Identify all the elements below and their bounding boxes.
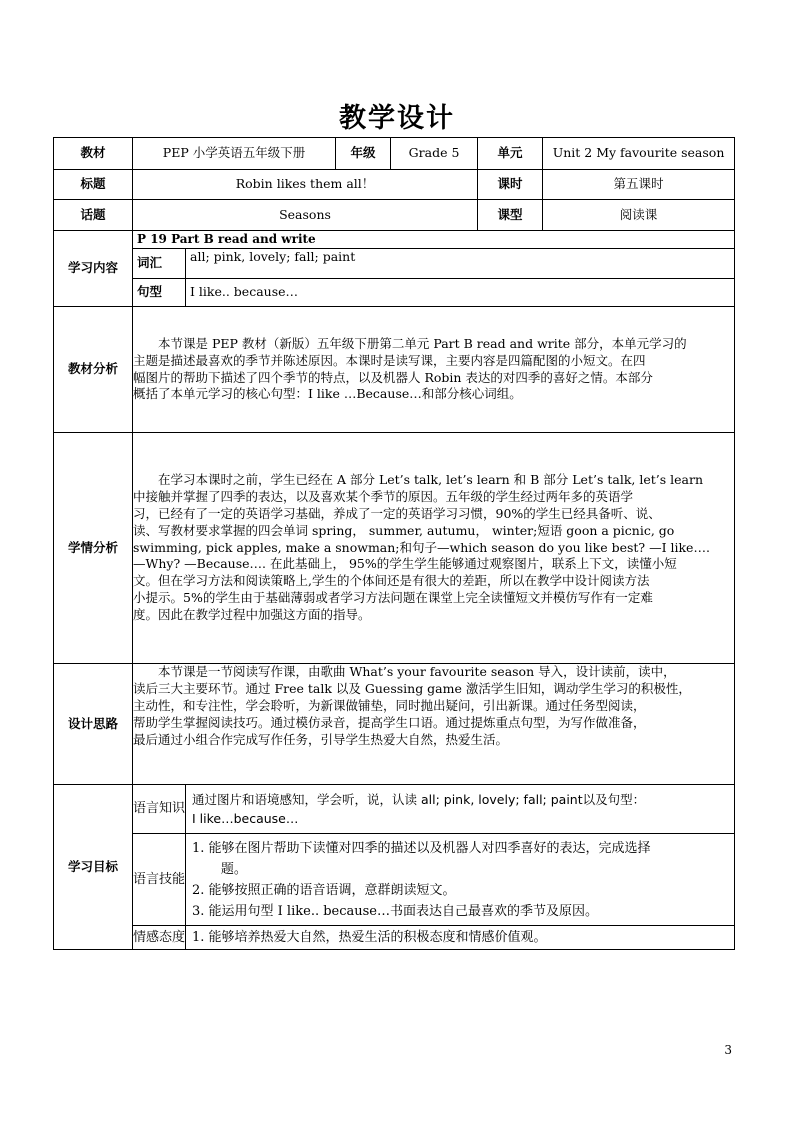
cihui-value: all; pink, lovely; fall; paint: [186, 249, 735, 279]
analysis-label: 教材分析: [54, 307, 133, 433]
knowledge-text: 通过图片和语境感知，学会听，说，认读 all; pink, lovely; fall; paint以及句型： I like…because…: [186, 785, 735, 834]
keshi-label: 课时: [478, 170, 543, 200]
keshi-value: 第五课时: [543, 170, 735, 200]
document-title: 教学设计: [339, 103, 455, 134]
skill-item: 2. 能够按照正确的语音语调，意群朗读短文。: [192, 882, 456, 898]
skills-label: 语言技能: [133, 834, 186, 926]
jiaocai-label: 教材: [54, 138, 133, 170]
danyuan-value: Unit 2 My favourite season: [543, 138, 735, 170]
biaoti-value: Robin likes them all！: [133, 170, 478, 200]
skill-item: 3. 能运用句型 I like.. because…书面表达自己最喜欢的季节及原因。: [192, 903, 599, 919]
skill-item: 题。: [192, 861, 247, 877]
juxing-value: I like.. because…: [186, 279, 735, 307]
huati-label: 话题: [54, 200, 133, 231]
juxing-label: 句型: [133, 279, 186, 307]
content-label: 学习内容: [54, 231, 133, 307]
goals-label: 学习目标: [54, 785, 133, 950]
content-part: P 19 Part B read and write: [133, 231, 735, 249]
kexing-value: 阅读课: [543, 200, 735, 231]
page-number: 3: [724, 1043, 732, 1057]
skills-list: [186, 834, 735, 926]
students-label: 学情分析: [54, 433, 133, 664]
attitude-label: 情感态度: [133, 926, 186, 950]
analysis-text: 本节课是 PEP 教材（新版）五年级下册第二单元 Part B read and write 部分，本单元学习的 主题是描述最喜欢的季节并陈述原因。本课时是读写课，主要内容是四篇配图的小短文。在四 幅图片的帮助下描述了四个季节的特点，以及机器人 Robin 表达的对四季的喜好之情。本部分 概括了本单元学习的核心句型：I like …Because…和部分核心词组。: [133, 307, 735, 433]
skill-item: 1. 能够在图片帮助下读懂对四季的描述以及机器人对四季喜好的表达，完成选择: [192, 840, 651, 856]
danyuan-label: 单元: [478, 138, 543, 170]
design-label: 设计思路: [54, 664, 133, 785]
jiaocai-value: PEP 小学英语五年级下册: [133, 138, 336, 170]
lesson-plan-table: [53, 137, 735, 950]
biaoti-label: 标题: [54, 170, 133, 200]
knowledge-label: 语言知识: [133, 785, 186, 834]
cihui-label: 词汇: [133, 249, 186, 279]
design-text: 本节课是一节阅读写作课，由歌曲 What’s your favourite season 导入，设计读前，读中， 读后三大主要环节。通过 Free talk 以及 Guessing game 激活学生旧知，调动学生学习的积极性， 主动性，和专注性，学会聆听，为新课做铺垫，同时抛出疑问，引出新课。通过任务型阅读， 帮助学生掌握阅读技巧。通过模仿录音，提高学生口语。通过提炼重点句型，为写作做准备， 最后通过小组合作完成写作任务，引导学生热爱大自然，热爱生活。: [133, 664, 735, 785]
huati-value: Seasons: [133, 200, 478, 231]
nianji-value: Grade 5: [391, 138, 478, 170]
kexing-label: 课型: [478, 200, 543, 231]
students-text: 在学习本课时之前，学生已经在 A 部分 Let’s talk, let’s learn 和 B 部分 Let’s talk, let’s learn 中接触并掌握了四季的表达，以及喜欢某个季节的原因。五年级的学生经过两年多的英语学 习，已经有了一定的英语学习基础，养成了一定的英语学习习惯，90%的学生已经具备听、说、 读、写教材要求掌握的四会单词 spring， summer, autumu， winter;短语 goon a picnic, go swimming, pick apples, make a snowman;和句子—which season do you like best? —I like…. —Why? —Because…. 在此基础上， 95%的学生学生能够通过观察图片，联系上下文，读懂小短 文。但在学习方法和阅读策略上,学生的个体间还是有很大的差距，所以在教学中设计阅读方法 小提示。5%的学生由于基础薄弱或者学习方法问题在课堂上完全读懂短文并模仿写作有一定难 度。因此在教学过程中加强这方面的指导。: [133, 433, 735, 664]
attitude-text: 1. 能够培养热爱大自然，热爱生活的积极态度和情感价值观。: [186, 926, 735, 950]
nianji-label: 年级: [336, 138, 391, 170]
